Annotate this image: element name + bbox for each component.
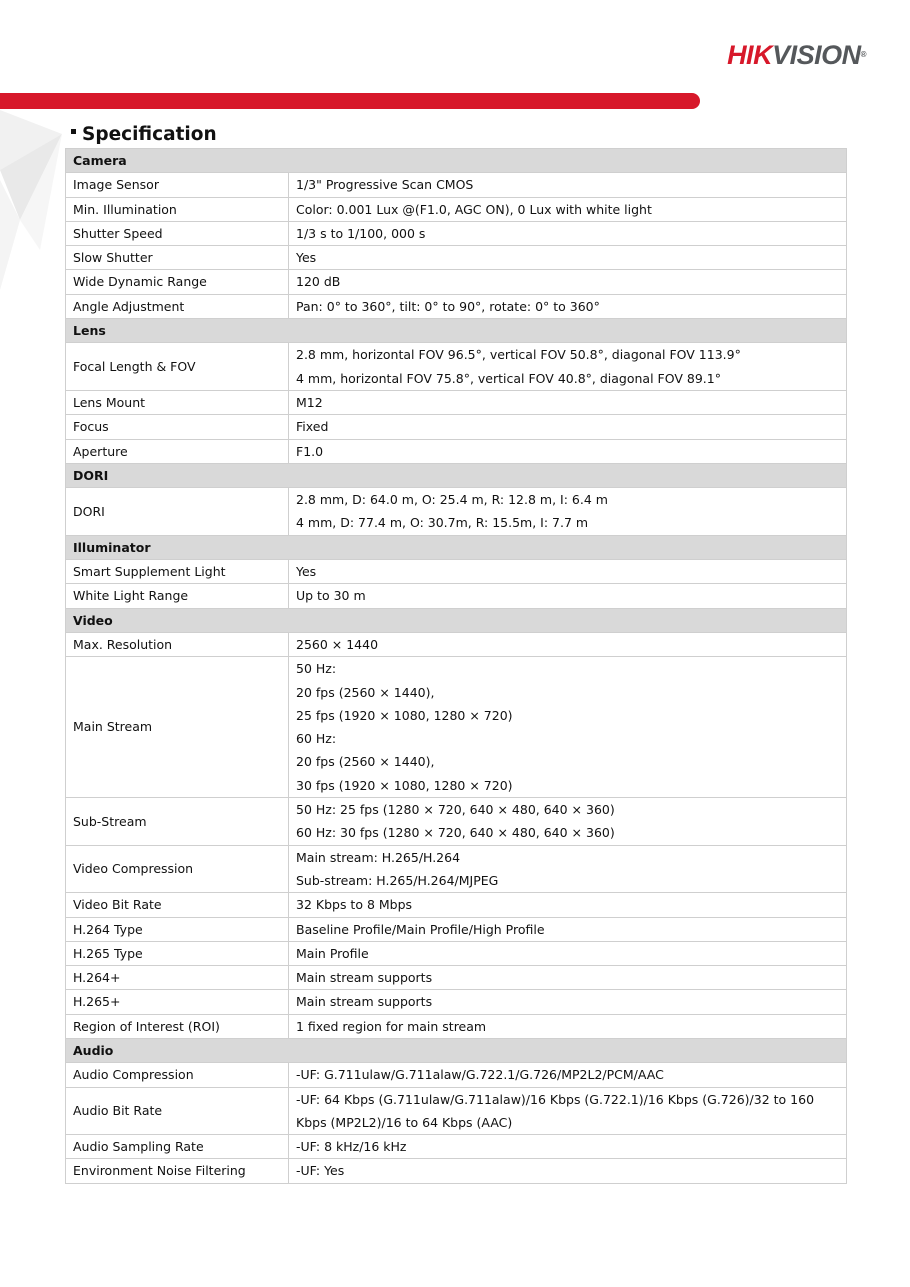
section-title <box>71 124 217 146</box>
group-header: Lens <box>66 319 847 343</box>
spec-row <box>66 657 847 798</box>
spec-value <box>289 941 847 965</box>
spec-row <box>66 294 847 318</box>
spec-row <box>66 560 847 584</box>
spec-label: DORI <box>66 488 289 536</box>
group-header-row <box>66 535 847 559</box>
spec-value-line: Yes <box>296 564 317 580</box>
spec-label: H.265 Type <box>66 941 289 965</box>
group-header-row <box>66 463 847 487</box>
spec-label: H.265+ <box>66 990 289 1014</box>
spec-row <box>66 1014 847 1038</box>
spec-label: Min. Illumination <box>66 197 289 221</box>
spec-value-line: 50 Hz: 25 fps (1280 × 720, 640 × 480, 640 × 360) <box>296 802 615 818</box>
spec-label: White Light Range <box>66 584 289 608</box>
spec-label: H.264 Type <box>66 917 289 941</box>
spec-value-line: 25 fps (1920 × 1080, 1280 × 720) <box>296 707 513 723</box>
spec-value <box>289 1135 847 1159</box>
spec-row <box>66 941 847 965</box>
spec-label: H.264+ <box>66 966 289 990</box>
brand-logo <box>727 40 866 70</box>
section-title-text: Specification <box>82 124 217 145</box>
spec-value-line: Main stream supports <box>296 994 433 1010</box>
group-header: Video <box>66 608 847 632</box>
spec-value <box>289 270 847 294</box>
spec-value-line: 50 Hz: <box>296 661 337 677</box>
spec-value <box>289 845 847 893</box>
spec-label: Audio Compression <box>66 1063 289 1087</box>
spec-value-line: 2.8 mm, D: 64.0 m, O: 25.4 m, R: 12.8 m, I: 6.4 m <box>296 492 608 508</box>
spec-label: Main Stream <box>66 657 289 798</box>
spec-row <box>66 173 847 197</box>
spec-row <box>66 966 847 990</box>
spec-table <box>65 148 847 1184</box>
spec-value <box>289 439 847 463</box>
spec-value <box>289 415 847 439</box>
spec-value-line: Yes <box>296 250 317 266</box>
spec-row <box>66 197 847 221</box>
spec-value <box>289 1159 847 1183</box>
spec-row <box>66 1135 847 1159</box>
group-header: DORI <box>66 463 847 487</box>
spec-value <box>289 966 847 990</box>
spec-value-line: Baseline Profile/Main Profile/High Profile <box>296 921 545 937</box>
spec-value-line: Up to 30 m <box>296 588 366 604</box>
spec-value <box>289 294 847 318</box>
spec-value-line: -UF: 8 kHz/16 kHz <box>296 1139 407 1155</box>
spec-row <box>66 917 847 941</box>
spec-value-line: 60 Hz: 30 fps (1280 × 720, 640 × 480, 640 × 360) <box>296 825 615 841</box>
spec-value-line: 4 mm, horizontal FOV 75.8°, vertical FOV 40.8°, diagonal FOV 89.1° <box>296 370 721 386</box>
group-header-row <box>66 608 847 632</box>
spec-label: Region of Interest (ROI) <box>66 1014 289 1038</box>
decorative-watermark-shape <box>0 110 70 300</box>
spec-value-line: Kbps (MP2L2)/16 to 64 Kbps (AAC) <box>296 1114 513 1130</box>
spec-value-line: Main stream supports <box>296 970 433 986</box>
spec-label: Angle Adjustment <box>66 294 289 318</box>
spec-table-body <box>66 149 847 1184</box>
spec-value <box>289 390 847 414</box>
spec-value <box>289 488 847 536</box>
spec-value-line: 1 fixed region for main stream <box>296 1018 487 1034</box>
spec-value-line: Color: 0.001 Lux @(F1.0, AGC ON), 0 Lux with white light <box>296 201 652 217</box>
group-header: Camera <box>66 149 847 173</box>
spec-value-line: 20 fps (2560 × 1440), <box>296 684 435 700</box>
spec-value <box>289 917 847 941</box>
spec-label: Slow Shutter <box>66 246 289 270</box>
spec-value-line: 1/3" Progressive Scan CMOS <box>296 177 474 193</box>
spec-row <box>66 488 847 536</box>
group-header-row <box>66 149 847 173</box>
spec-value-line: 2560 × 1440 <box>296 636 379 652</box>
spec-value <box>289 1087 847 1135</box>
spec-value-line: Main stream: H.265/H.264 <box>296 849 461 865</box>
spec-row <box>66 415 847 439</box>
spec-row <box>66 584 847 608</box>
spec-value <box>289 584 847 608</box>
spec-row <box>66 390 847 414</box>
spec-value <box>289 560 847 584</box>
bullet-icon <box>71 129 76 134</box>
spec-label: Focal Length & FOV <box>66 343 289 391</box>
spec-value <box>289 221 847 245</box>
spec-value <box>289 173 847 197</box>
spec-value-line: M12 <box>296 394 323 410</box>
spec-value-line: -UF: Yes <box>296 1163 345 1179</box>
spec-row <box>66 246 847 270</box>
spec-value <box>289 246 847 270</box>
spec-label: Max. Resolution <box>66 632 289 656</box>
spec-value <box>289 798 847 846</box>
spec-row <box>66 798 847 846</box>
spec-value-line: -UF: G.711ulaw/G.711alaw/G.722.1/G.726/MP2L2/PCM/AAC <box>296 1067 664 1083</box>
spec-value-line: 120 dB <box>296 274 341 290</box>
spec-value-line: Sub-stream: H.265/H.264/MJPEG <box>296 872 499 888</box>
spec-label: Video Bit Rate <box>66 893 289 917</box>
spec-value-line: 20 fps (2560 × 1440), <box>296 754 435 770</box>
spec-label: Aperture <box>66 439 289 463</box>
spec-row <box>66 845 847 893</box>
group-header-row <box>66 319 847 343</box>
registered-mark: ® <box>860 50 866 59</box>
spec-row <box>66 1159 847 1183</box>
spec-label: Audio Sampling Rate <box>66 1135 289 1159</box>
brand-logo-part2: VISION <box>772 40 861 70</box>
spec-label: Audio Bit Rate <box>66 1087 289 1135</box>
spec-row <box>66 893 847 917</box>
spec-row <box>66 632 847 656</box>
spec-row <box>66 990 847 1014</box>
spec-value-line: 2.8 mm, horizontal FOV 96.5°, vertical FOV 50.8°, diagonal FOV 113.9° <box>296 347 741 363</box>
spec-row <box>66 270 847 294</box>
spec-value-line: Main Profile <box>296 945 369 961</box>
spec-value-line: 1/3 s to 1/100, 000 s <box>296 225 426 241</box>
spec-value-line: Fixed <box>296 419 329 435</box>
spec-label: Video Compression <box>66 845 289 893</box>
spec-value <box>289 343 847 391</box>
brand-logo-part1: HIK <box>727 40 773 70</box>
spec-label: Focus <box>66 415 289 439</box>
spec-label: Lens Mount <box>66 390 289 414</box>
spec-row <box>66 343 847 391</box>
spec-value-line: -UF: 64 Kbps (G.711ulaw/G.711alaw)/16 Kbps (G.722.1)/16 Kbps (G.726)/32 to 160 <box>296 1091 815 1107</box>
spec-value-line: 4 mm, D: 77.4 m, O: 30.7m, R: 15.5m, I: 7.7 m <box>296 515 589 531</box>
group-header-row <box>66 1038 847 1062</box>
spec-row <box>66 1063 847 1087</box>
spec-value-line: Pan: 0° to 360°, tilt: 0° to 90°, rotate: 0° to 360° <box>296 298 600 314</box>
group-header: Illuminator <box>66 535 847 559</box>
spec-label: Smart Supplement Light <box>66 560 289 584</box>
spec-row <box>66 221 847 245</box>
spec-label: Environment Noise Filtering <box>66 1159 289 1183</box>
spec-value <box>289 632 847 656</box>
spec-value-line: 30 fps (1920 × 1080, 1280 × 720) <box>296 777 513 793</box>
spec-row <box>66 1087 847 1135</box>
spec-value-line: F1.0 <box>296 443 324 459</box>
spec-label: Shutter Speed <box>66 221 289 245</box>
spec-value <box>289 990 847 1014</box>
spec-value-line: 60 Hz: <box>296 731 337 747</box>
header-red-bar <box>0 93 700 109</box>
spec-label: Image Sensor <box>66 173 289 197</box>
spec-row <box>66 439 847 463</box>
spec-label: Sub-Stream <box>66 798 289 846</box>
spec-value <box>289 1063 847 1087</box>
group-header: Audio <box>66 1038 847 1062</box>
spec-value-line: 32 Kbps to 8 Mbps <box>296 897 413 913</box>
spec-value <box>289 1014 847 1038</box>
spec-value <box>289 197 847 221</box>
spec-label: Wide Dynamic Range <box>66 270 289 294</box>
spec-value <box>289 893 847 917</box>
spec-value <box>289 657 847 798</box>
